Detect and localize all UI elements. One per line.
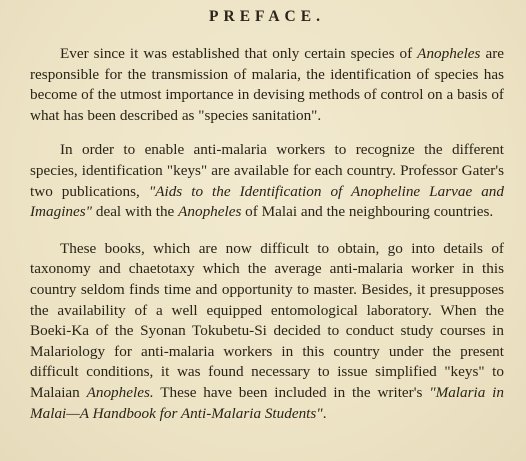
paragraph-3-text: These books, which are now difficult to obtain, go into details of taxonomy and chaetotaxy which the average anti-malaria worker in this country seldom finds time and opportunity to master. Besides, it presupposes the availability of a well equipped entomological laboratory. When the Boeki-Ka of the Syonan Tokubetu-Si decided to conduct study courses in Malariology for anti-malaria workers in this country under the present difficult conditions, it was found necessary to issue simplified "keys" to Malaian xyxy=(30,239,504,401)
paragraph-3-italic-anopheles: Anopheles. xyxy=(86,383,154,401)
paragraph-1-text-2: are responsible for the transmission of malaria, the identification of species has become of the utmost importance in devising methods of control on a basis of what has been described as "species sanitation". xyxy=(30,45,504,124)
paragraph-1-text: Ever since it was established that only certain species of xyxy=(60,45,418,62)
paragraph-2-text-3: of Malai and the neighbouring countries. xyxy=(241,203,494,221)
paragraph-1-italic-anopheles: Anopheles xyxy=(417,45,481,62)
paragraph-2-italic-anopheles: Anopheles xyxy=(178,203,242,221)
paragraph-2 xyxy=(30,140,504,222)
paragraph-3-text-2: These have been included in the writer's xyxy=(153,383,430,401)
paragraph-2-text-2: deal with the xyxy=(92,203,179,221)
paragraph-3-italic-handbook-title: "Malaria in Malai—A Handbook for Anti-Malaria Students" xyxy=(30,383,504,422)
paragraph-2-italic-publication-title: "Aids to the Identification of Anopheline Larvae and Imagines" xyxy=(30,182,504,221)
paragraph-2-text: In order to enable anti-malaria workers to recognize the different species, identification "keys" are available for each country. Professor Gater's two publications, xyxy=(30,141,504,200)
paragraph-1 xyxy=(30,44,504,126)
preface-title: PREFACE. xyxy=(209,8,325,25)
paragraph-3-text-3: . xyxy=(322,404,327,422)
paragraph-3 xyxy=(30,239,504,424)
